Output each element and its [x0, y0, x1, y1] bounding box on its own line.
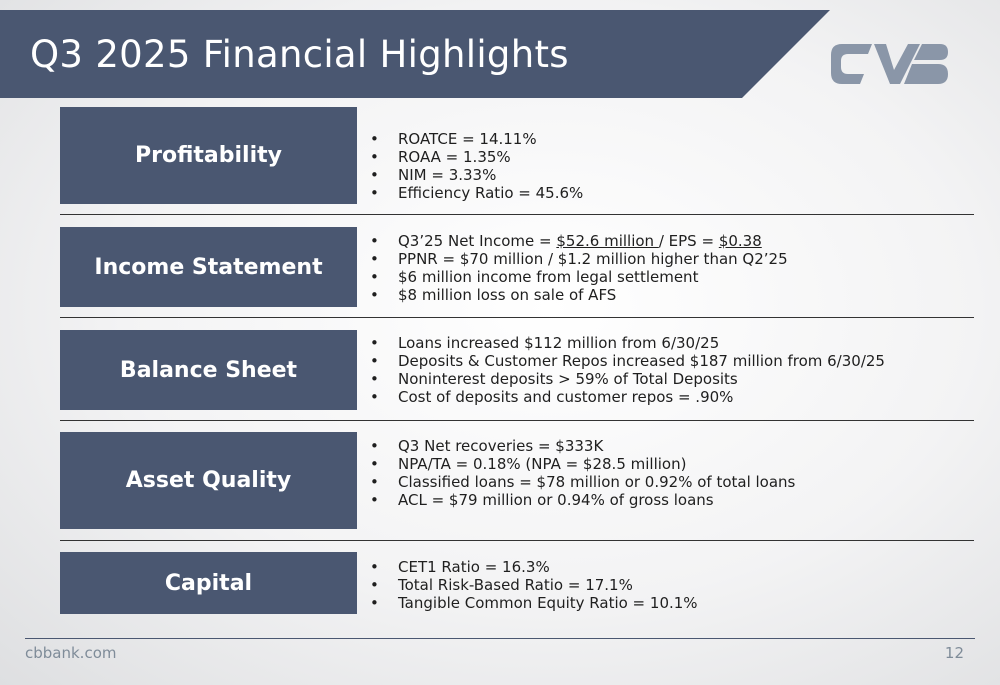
- bullet-item: • Q3’25 Net Income = $52.6 million / EPS = $0.38: [370, 232, 788, 250]
- bullet-item: • ROATCE = 14.11%: [370, 130, 583, 148]
- page-title: Q3 2025 Financial Highlights: [30, 33, 569, 76]
- page-number: 12: [944, 644, 964, 662]
- bullet-item: • Total Risk-Based Ratio = 17.1%: [370, 576, 698, 594]
- bullet-item: • Cost of deposits and customer repos = .90%: [370, 388, 885, 406]
- asset-quality-bullets: [370, 437, 795, 509]
- bullet-item: • Classified loans = $78 million or 0.92% of total loans: [370, 473, 795, 491]
- bullet-item: • Noninterest deposits > 59% of Total Deposits: [370, 370, 885, 388]
- section-label-profitability: Profitability: [60, 107, 357, 204]
- bullet-item: • NPA/TA = 0.18% (NPA = $28.5 million): [370, 455, 795, 473]
- bullet-item: • $8 million loss on sale of AFS: [370, 286, 788, 304]
- footer-website: cbbank.com: [25, 644, 117, 662]
- balance-sheet-bullets: [370, 334, 885, 406]
- bullet-item: • NIM = 3.33%: [370, 166, 583, 184]
- bullet-item: • Loans increased $112 million from 6/30/25: [370, 334, 885, 352]
- section-divider: [60, 214, 974, 215]
- profitability-bullets: [370, 130, 583, 202]
- footer-divider: [25, 638, 975, 639]
- bullet-item: • Deposits & Customer Repos increased $187 million from 6/30/25: [370, 352, 885, 370]
- section-divider: [60, 420, 974, 421]
- income-statement-bullets: [370, 232, 788, 304]
- cvb-logo-icon: [828, 40, 952, 88]
- bullet-item: • CET1 Ratio = 16.3%: [370, 558, 698, 576]
- bullet-item: • $6 million income from legal settlement: [370, 268, 788, 286]
- section-label-income-statement: Income Statement: [60, 227, 357, 307]
- bullet-item: • Efficiency Ratio = 45.6%: [370, 184, 583, 202]
- section-label-capital: Capital: [60, 552, 357, 614]
- section-label-asset-quality: Asset Quality: [60, 432, 357, 529]
- bullet-item: • Tangible Common Equity Ratio = 10.1%: [370, 594, 698, 612]
- section-label-balance-sheet: Balance Sheet: [60, 330, 357, 410]
- bullet-item: • ROAA = 1.35%: [370, 148, 583, 166]
- capital-bullets: [370, 558, 698, 612]
- section-divider: [60, 317, 974, 318]
- bullet-item: • ACL = $79 million or 0.94% of gross loans: [370, 491, 795, 509]
- section-divider: [60, 540, 974, 541]
- bullet-item: • PPNR = $70 million / $1.2 million higher than Q2’25: [370, 250, 788, 268]
- bullet-item: • Q3 Net recoveries = $333K: [370, 437, 795, 455]
